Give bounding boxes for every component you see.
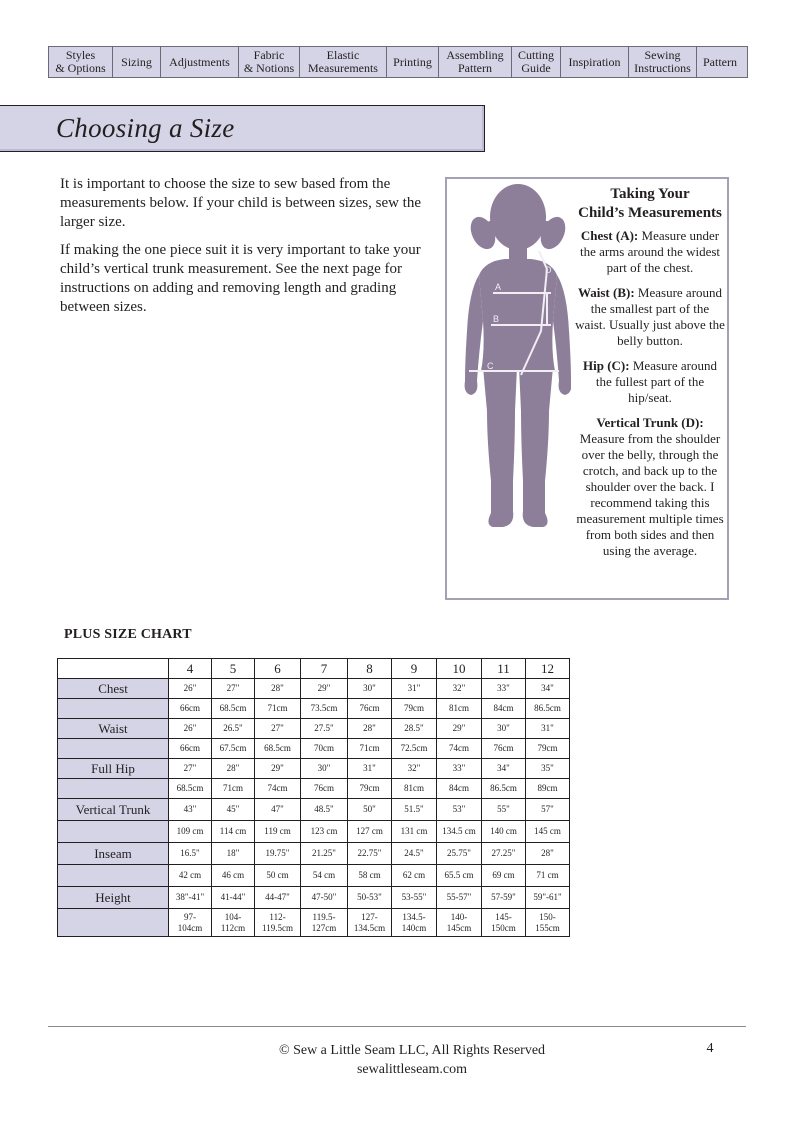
table-cell: 18" [212,843,255,865]
size-header: 9 [392,659,437,679]
table-cell: 27" [169,759,212,779]
table-cell: 127- 134.5cm [348,909,392,937]
table-cell: 79cm [392,699,437,719]
table-cell: 28" [526,843,570,865]
size-header: 7 [301,659,348,679]
row-label [58,865,169,887]
table-cell: 89cm [526,779,570,799]
table-cell: 32" [437,679,482,699]
table-cell: 50-53" [348,887,392,909]
waist-instruction: Waist (B): Measure around the smallest part of the waist. Usually just above the belly button. [575,285,725,348]
nav-styles-options[interactable]: Styles & Options [49,47,113,77]
table-cell: 47" [255,799,301,821]
table-cell: 114 cm [212,821,255,843]
table-cell: 29" [301,679,348,699]
size-header: 10 [437,659,482,679]
nav-pattern[interactable]: Pattern [703,54,737,69]
table-cell: 48.5" [301,799,348,821]
label-b: B [493,314,500,324]
nav-cutting-guide[interactable]: Cutting Guide [512,47,561,77]
table-cell: 33" [437,759,482,779]
row-label: Chest [58,679,169,699]
table-cell: 28" [348,719,392,739]
intro-text [60,175,422,326]
nav-sewing-instructions[interactable]: Sewing Instructions [629,47,697,77]
measurement-heading: Taking Your Child’s Measurements [578,186,722,221]
size-header: 5 [212,659,255,679]
row-label [58,779,169,799]
table-cell: 58 cm [348,865,392,887]
table-cell: 30" [482,719,526,739]
chart-title: PLUS SIZE CHART [64,627,192,642]
nav-fabric-notions[interactable]: Fabric & Notions [239,47,300,77]
table-cell: 50 cm [255,865,301,887]
table-cell: 145 cm [526,821,570,843]
table-cell: 30" [301,759,348,779]
table-cell: 26" [169,719,212,739]
table-cell: 29" [255,759,301,779]
table-cell: 134.5- 140cm [392,909,437,937]
table-cell: 119.5- 127cm [301,909,348,937]
table-cell: 84cm [437,779,482,799]
page-number: 4 [706,1041,714,1056]
table-cell: 22.75" [348,843,392,865]
table-cell: 67.5cm [212,739,255,759]
nav-sizing[interactable]: Sizing [113,47,161,77]
footer [200,1041,624,1079]
row-label [58,821,169,843]
table-cell: 104- 112cm [212,909,255,937]
table-cell: 35" [526,759,570,779]
table-cell: 59"-61" [526,887,570,909]
size-header: 8 [348,659,392,679]
table-header-row [58,659,570,679]
table-row [58,843,570,865]
table-cell: 109 cm [169,821,212,843]
table-cell: 86.5cm [526,699,570,719]
table-cell: 76cm [482,739,526,759]
table-cell: 74cm [255,779,301,799]
table-cell: 19.75" [255,843,301,865]
table-row [58,887,570,909]
table-cell: 34" [482,759,526,779]
table-cell: 44-47" [255,887,301,909]
table-cell: 53" [437,799,482,821]
table-cell: 28" [255,679,301,699]
table-cell: 42 cm [169,865,212,887]
copyright: © Sew a Little Seam LLC, All Rights Reserved [278,1043,546,1058]
table-cell: 27.25" [482,843,526,865]
table-cell: 71cm [255,699,301,719]
row-label [58,699,169,719]
row-label: Waist [58,719,169,739]
table-cell: 33" [482,679,526,699]
footer-divider [48,1026,746,1027]
table-cell: 112- 119.5cm [255,909,301,937]
size-header: 11 [482,659,526,679]
table-cell: 26" [169,679,212,699]
table-cell: 41-44" [212,887,255,909]
table-row [58,759,570,779]
table-cell: 81cm [392,779,437,799]
section-banner [0,105,485,152]
table-cell: 34" [526,679,570,699]
size-header: 4 [169,659,212,679]
table-cell: 57" [526,799,570,821]
child-silhouette [465,184,571,527]
section-nav [48,46,748,78]
measurement-guide-box [445,177,729,600]
table-cell: 145- 150cm [482,909,526,937]
table-cell: 38"-41" [169,887,212,909]
table-cell: 50" [348,799,392,821]
intro-paragraph-1: It is important to choose the size to sew based from the measurements below. If your child is between sizes, sew the larger size. [60,176,422,230]
table-cell: 76cm [348,699,392,719]
table-row [58,909,570,937]
table-cell: 27.5" [301,719,348,739]
table-row [58,799,570,821]
table-cell: 25.75" [437,843,482,865]
table-cell: 97- 104cm [169,909,212,937]
chest-instruction: Chest (A): Measure under the arms around the widest part of the chest. [579,228,721,275]
label-c: C [487,361,494,371]
header-corner [58,659,169,679]
table-cell: 123 cm [301,821,348,843]
nav-printing[interactable]: Printing [387,47,439,77]
table-row [58,719,570,739]
table-row [58,739,570,759]
table-cell: 134.5 cm [437,821,482,843]
table-cell: 30" [348,679,392,699]
table-cell: 72.5cm [392,739,437,759]
table-cell: 46 cm [212,865,255,887]
hip-instruction: Hip (C): Measure around the fullest part of the hip/seat. [583,358,717,405]
intro-paragraph-2: If making the one piece suit it is very important to take your child’s vertical trunk measurement. See the next page for instructions on adding and removing length and grading between sizes. [60,242,421,315]
table-cell: 81cm [437,699,482,719]
table-row [58,699,570,719]
trunk-instruction: Vertical Trunk (D): Measure from the shoulder over the belly, through the crotch, and back up to the shoulder over the back. I recommend taking this measurement multiple times from both sides and then using the average. [576,415,724,558]
table-cell: 54 cm [301,865,348,887]
table-row [58,865,570,887]
size-header: 6 [255,659,301,679]
table-cell: 79cm [526,739,570,759]
page-title: Choosing a Size [56,113,235,143]
table-cell: 119 cm [255,821,301,843]
table-cell: 71cm [212,779,255,799]
table-row [58,679,570,699]
table-cell: 68.5cm [212,699,255,719]
table-cell: 47-50" [301,887,348,909]
table-cell: 74cm [437,739,482,759]
table-cell: 150- 155cm [526,909,570,937]
row-label: Height [58,887,169,909]
table-cell: 140- 145cm [437,909,482,937]
table-cell: 68.5cm [255,739,301,759]
website: sewalittleseam.com [356,1062,468,1077]
measurement-instructions [575,185,725,568]
table-cell: 55-57" [437,887,482,909]
table-cell: 79cm [348,779,392,799]
table-row [58,779,570,799]
table-cell: 127 cm [348,821,392,843]
table-cell: 31" [526,719,570,739]
table-cell: 24.5" [392,843,437,865]
table-cell: 27" [255,719,301,739]
child-figure-illustration [455,181,571,533]
table-cell: 16.5" [169,843,212,865]
table-cell: 27" [212,679,255,699]
row-label [58,739,169,759]
table-cell: 31" [348,759,392,779]
nav-assembling-pattern[interactable]: Assembling Pattern [439,47,512,77]
table-cell: 31" [392,679,437,699]
table-cell: 21.25" [301,843,348,865]
table-cell: 29" [437,719,482,739]
table-cell: 55" [482,799,526,821]
row-label [58,909,169,937]
table-cell: 53-55" [392,887,437,909]
table-cell: 71cm [348,739,392,759]
nav-elastic-measurements[interactable]: Elastic Measurements [300,47,387,77]
table-cell: 57-59" [482,887,526,909]
table-cell: 26.5" [212,719,255,739]
table-cell: 66cm [169,739,212,759]
table-cell: 28.5" [392,719,437,739]
label-a: A [495,282,502,292]
row-label: Full Hip [58,759,169,779]
label-d: D [545,265,552,275]
table-row [58,821,570,843]
table-cell: 131 cm [392,821,437,843]
row-label: Inseam [58,843,169,865]
nav-adjustments[interactable]: Adjustments [161,47,239,77]
table-cell: 70cm [301,739,348,759]
table-cell: 84cm [482,699,526,719]
table-cell: 69 cm [482,865,526,887]
table-cell: 51.5" [392,799,437,821]
table-cell: 65.5 cm [437,865,482,887]
size-header: 12 [526,659,570,679]
table-cell: 45" [212,799,255,821]
table-cell: 71 cm [526,865,570,887]
table-cell: 68.5cm [169,779,212,799]
table-cell: 66cm [169,699,212,719]
row-label: Vertical Trunk [58,799,169,821]
table-cell: 73.5cm [301,699,348,719]
table-cell: 140 cm [482,821,526,843]
table-cell: 86.5cm [482,779,526,799]
table-cell: 32" [392,759,437,779]
table-cell: 28" [212,759,255,779]
table-cell: 43" [169,799,212,821]
table-cell: 62 cm [392,865,437,887]
nav-inspiration[interactable]: Inspiration [561,47,629,77]
table-cell: 76cm [301,779,348,799]
plus-size-table [57,658,570,937]
